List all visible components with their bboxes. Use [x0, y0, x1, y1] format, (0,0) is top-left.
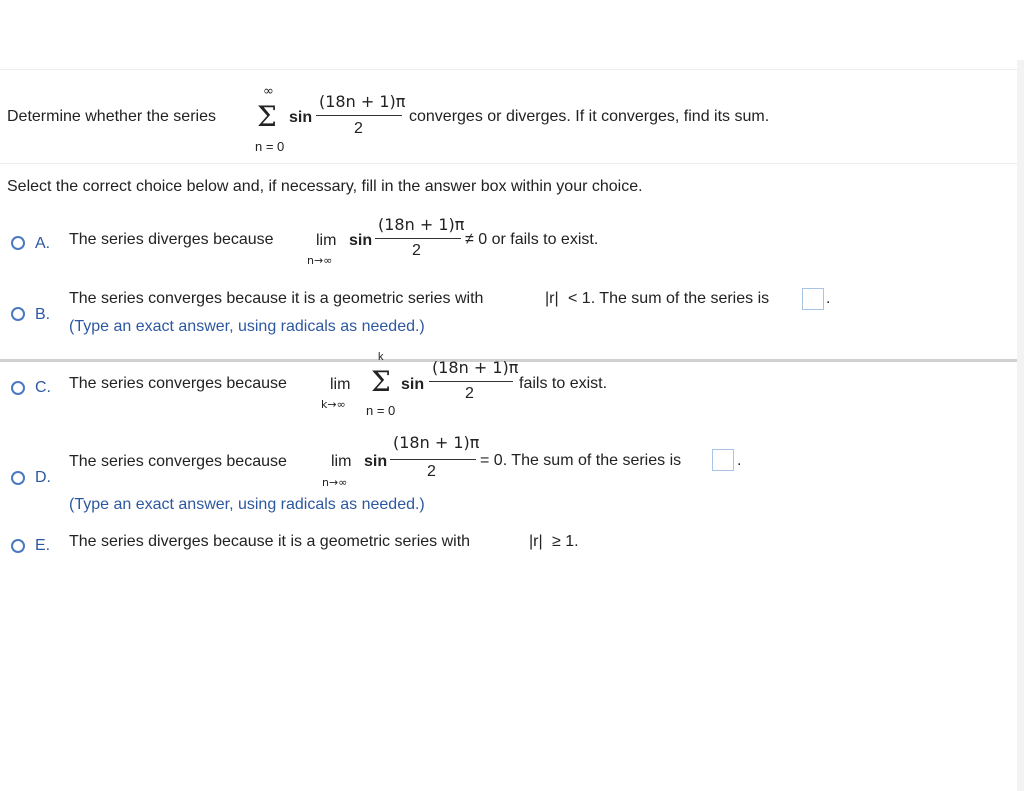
question-prefix: Determine whether the series [7, 108, 216, 125]
option-d-text: The series converges because [69, 453, 287, 470]
option-d-lim-sub: n→∞ [322, 476, 348, 489]
option-b-end: . [826, 290, 831, 307]
option-a-numerator: (18n + 1)π [378, 215, 465, 234]
right-edge-stripe [1017, 60, 1024, 791]
option-b-letter: B. [35, 306, 51, 323]
fraction-denominator: 2 [354, 120, 363, 137]
option-e-abs-r: |r| [529, 533, 543, 550]
option-c-numerator: (18n + 1)π [432, 358, 519, 377]
sum-lower-limit: n = 0 [255, 139, 285, 154]
option-c-sin: sin [401, 376, 425, 393]
option-a-fraction-bar [375, 238, 461, 239]
option-e-text: The series diverges because it is a geometric series with [69, 533, 471, 550]
option-b-condition: < 1. The sum of the series is [568, 290, 770, 307]
option-a-text-after: ≠ 0 or fails to exist. [465, 231, 599, 248]
instruction-text: Select the correct choice below and, if necessary, fill in the answer box within your choice. [7, 178, 643, 195]
option-c-denominator: 2 [465, 385, 474, 402]
option-d-sin: sin [364, 453, 388, 470]
sigma-symbol: Σ [257, 100, 277, 133]
option-b-text: The series converges because it is a geometric series with [69, 290, 484, 307]
option-d-letter: D. [35, 469, 51, 486]
option-b-hint: (Type an exact answer, using radicals as needed.) [69, 318, 425, 335]
sin-function: sin [289, 109, 313, 126]
option-b-abs-r: |r| [545, 290, 559, 307]
option-d-hint: (Type an exact answer, using radicals as needed.) [69, 496, 425, 513]
option-c-fraction-bar [429, 381, 513, 382]
radio-option-a[interactable] [11, 236, 25, 250]
option-b-answer-box[interactable] [802, 288, 824, 310]
option-a-lim: lim [316, 232, 337, 249]
radio-option-c[interactable] [11, 381, 25, 395]
radio-option-b[interactable] [11, 307, 25, 321]
fraction-numerator: (18n + 1)π [319, 92, 406, 111]
sum-upper-limit: ∞ [263, 84, 274, 99]
option-d-lim: lim [331, 453, 352, 470]
option-c-sum-upper: k [378, 351, 384, 363]
fraction-bar [316, 115, 402, 116]
option-c-lim-sub: k→∞ [321, 398, 346, 411]
option-a-letter: A. [35, 235, 51, 252]
option-a-lim-sub: n→∞ [307, 254, 333, 267]
top-divider [0, 69, 1024, 70]
option-c-sum-lower: n = 0 [366, 403, 396, 418]
option-d-answer-box[interactable] [712, 449, 734, 471]
option-d-denominator: 2 [427, 463, 436, 480]
option-d-text-after: = 0. The sum of the series is [480, 452, 682, 469]
option-c-letter: C. [35, 379, 51, 396]
option-a-sin: sin [349, 232, 373, 249]
option-c-lim: lim [330, 376, 351, 393]
option-c-text-after: fails to exist. [519, 375, 608, 392]
option-e-letter: E. [35, 537, 51, 554]
option-d-numerator: (18n + 1)π [393, 433, 480, 452]
radio-option-e[interactable] [11, 539, 25, 553]
option-d-end: . [737, 452, 742, 469]
option-e-condition: ≥ 1. [552, 533, 579, 550]
option-a-denominator: 2 [412, 242, 421, 259]
radio-option-d[interactable] [11, 471, 25, 485]
question-suffix: converges or diverges. If it converges, find its sum. [409, 108, 770, 125]
option-d-fraction-bar [390, 459, 476, 460]
option-a-text: The series diverges because [69, 231, 274, 248]
option-c-text: The series converges because [69, 375, 287, 392]
option-c-sigma: Σ [371, 365, 391, 398]
question-divider [0, 163, 1024, 164]
